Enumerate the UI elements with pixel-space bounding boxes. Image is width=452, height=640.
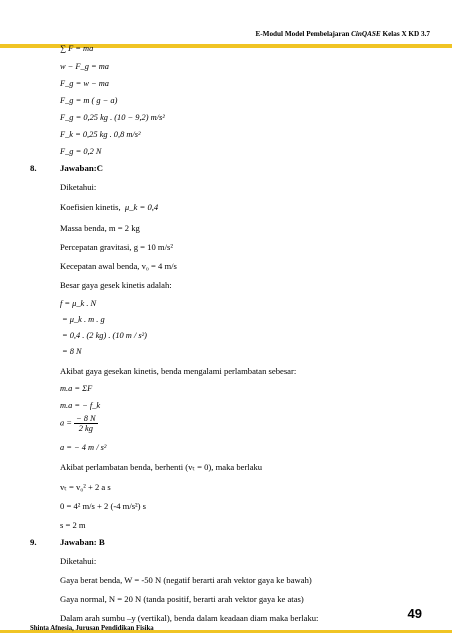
answer-8: Jawaban:C [60,163,104,173]
a-fraction [74,414,98,433]
massa-benda: Massa benda, m = 2 kg [60,223,140,233]
eq-sum-f: ∑ F = ma [60,44,94,53]
eq-s-result: s = 2 m [60,520,86,530]
akibat-gesekan: Akibat gaya gesekan kinetis, benda mengalami perlambatan sebesar: [60,366,297,376]
page-number: 49 [407,606,422,621]
gaya-berat: Gaya berat benda, W = -50 N (negatif berarti arah vektor gaya ke bawah) [60,575,312,585]
eq-fg-calc: F_g = 0,25 kg . (10 − 9,2) m/s² [60,113,165,122]
a-line-3: a = $\frac{- 8 N}{2 kg}$ [60,414,96,433]
header-title: E-Modul Model Pembelajaran CinQASE Kelas X KD 3.7 [255,30,430,38]
a-frac-top: − 8 N [76,414,96,423]
dalam-arah-sumbu: Dalam arah sumbu –y (vertikal), benda dalam keadaan diam maka berlaku: [60,613,319,623]
besar-gaya-gesek: Besar gaya gesek kinetis adalah: [60,280,172,290]
diketahui-9: Diketahui: [60,556,97,566]
a-line-4: a = − 4 m / s² [60,443,107,452]
gaya-normal: Gaya normal, N = 20 N (tanda positif, berarti arah vektor gaya ke atas) [60,594,304,604]
diketahui-8: Diketahui: [60,182,97,192]
eq-fg-mga: F_g = m ( g − a) [60,96,118,105]
eq-fg-w-ma: F_g = w − ma [60,79,109,88]
answer-9: Jawaban: B [60,537,105,547]
eq-substitusi: 0 = 4² m/s + 2 (-4 m/s²) s [60,501,146,511]
eq-w-minus-fg: w − F_g = ma [60,62,109,71]
akibat-perlambatan: Akibat perlambatan benda, berhenti (vₜ = 0), maka berlaku [60,462,263,472]
koef-value: μ_k = 0,4 [124,202,159,212]
percepatan-gravitasi: Percepatan gravitasi, g = 10 m/s² [60,242,173,252]
footer-author: Shinta Afnesia, Jurusan Pendidikan Fisika [30,625,154,632]
a-line-1: m.a = ΣF [60,384,93,393]
a-line-2: m.a = − f_k [60,401,101,410]
fk-line-4: = 8 N [62,347,82,356]
eq-fg-result: F_g = 0,2 N [60,147,102,156]
fk-line-1: f = μ_k . N [60,299,97,308]
eq-vt: vₜ = v₀² + 2 a s [60,482,111,492]
a-frac-bot: 2 kg [78,424,93,433]
koefisien-kinetis: Koefisien kinetis, μ_k = 0,4 [60,202,159,212]
kecepatan-awal: Kecepatan awal benda, v₀ = 4 m/s [60,261,177,271]
eq-fk-calc: F_k = 0,25 kg . 0,8 m/s² [60,130,141,139]
fk-line-3: = 0,4 . (2 kg) . (10 m / s²) [62,331,147,340]
question-number-8: 8. [30,163,37,173]
question-number-9: 9. [30,537,37,547]
fk-line-2: = μ_k . m . g [62,315,105,324]
